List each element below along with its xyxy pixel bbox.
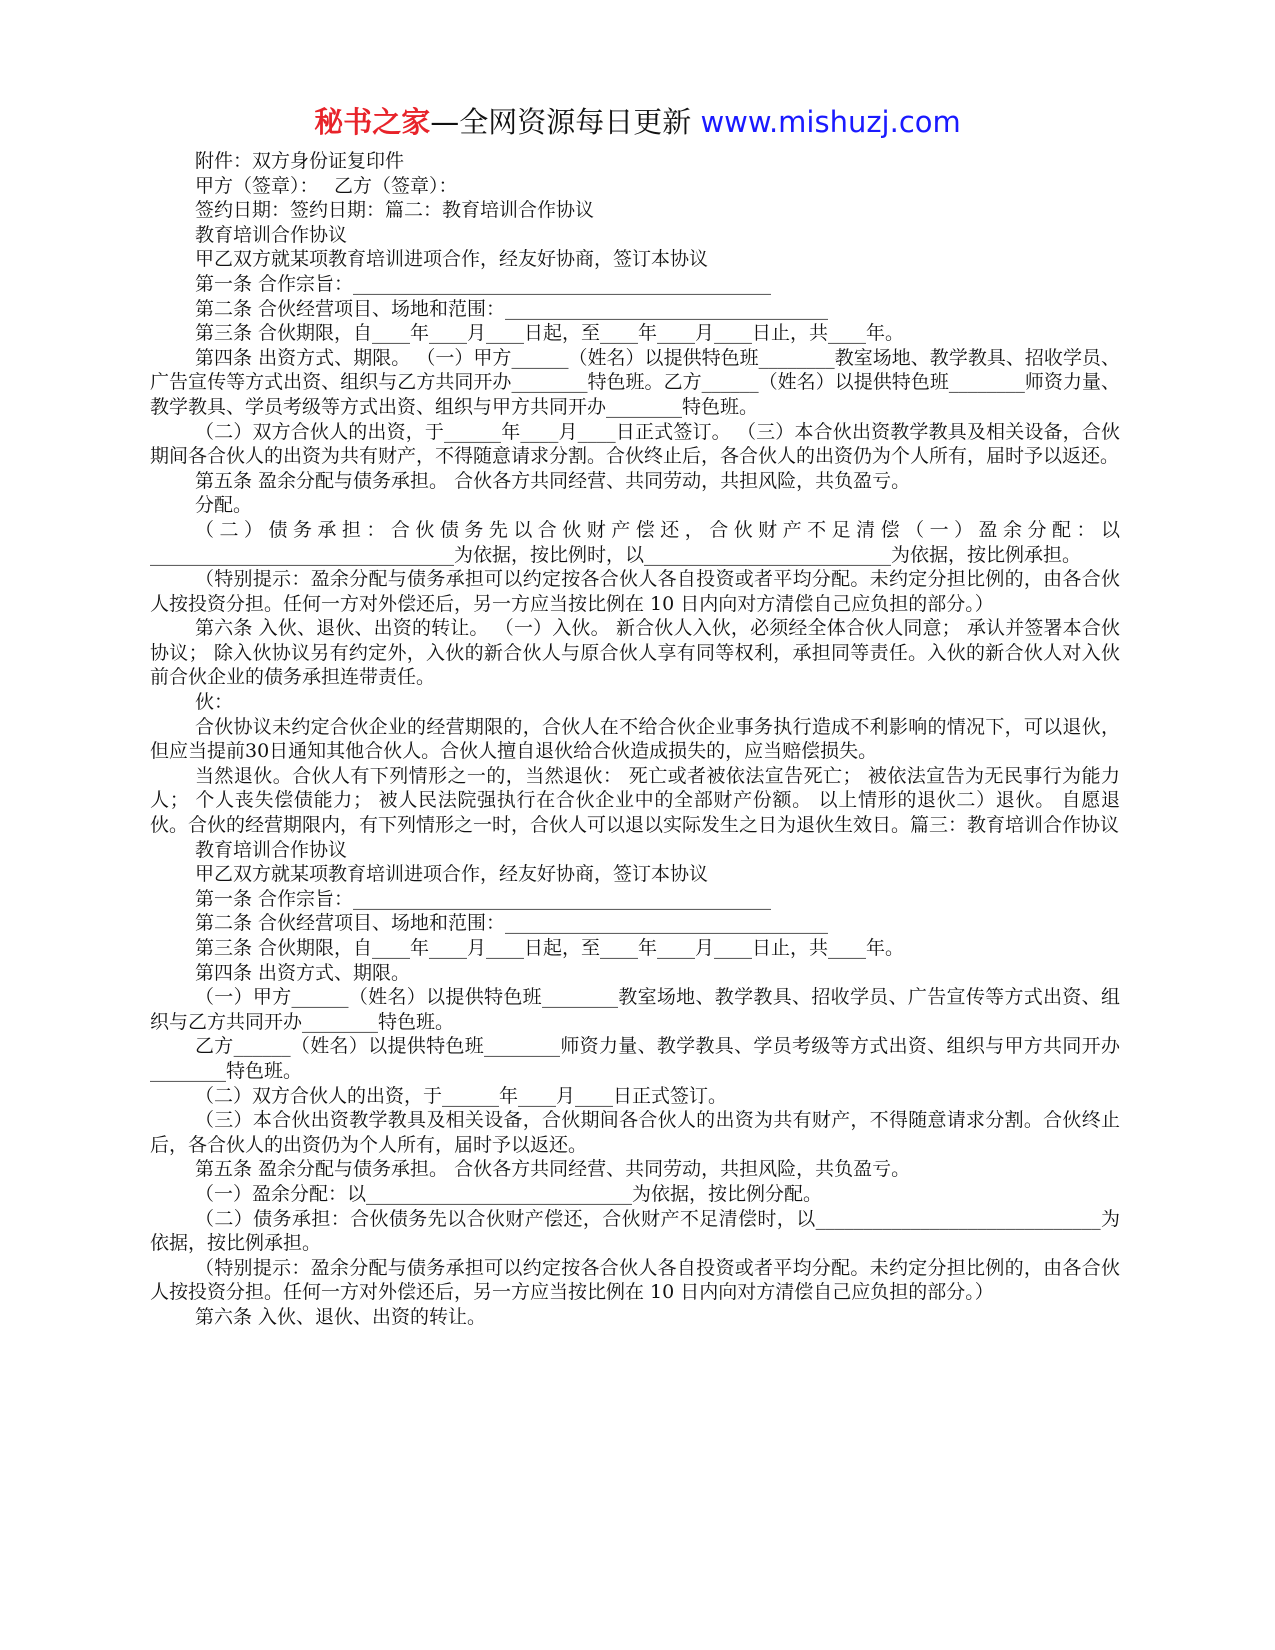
- paragraph: 第一条 合作宗旨：____________________________________________: [195, 272, 772, 295]
- document-body: [150, 149, 1120, 1330]
- paragraph: 第一条 合作宗旨：____________________________________________: [195, 887, 772, 910]
- brand-name: 秘书之家: [314, 105, 431, 139]
- paragraph: 附件：双方身份证复印件: [195, 150, 405, 172]
- paragraph: 当然退伙。合伙人有下列情形之一的，当然退伙： 死亡或者被依法宣告死亡； 被依法宣告为无民事行为能力人； 个人丧失偿债能力； 被人民法院强执行在合伙企业中的全部财产份额。 以上情形的退伙二）退伙。 自愿退伙。合伙的经营期限内，有下列情形之一时，合伙人可以退以实际发生之日为退伙生效日。篇三：教育培训合作协议: [150, 764, 1120, 837]
- site-header: [0, 100, 1275, 144]
- paragraph: 第五条 盈余分配与债务承担。 合伙各方共同经营、共同劳动，共担风险，共负盈亏。: [195, 469, 911, 492]
- paragraph: 教育培训合作协议: [195, 223, 348, 246]
- header-slogan: 全网资源每日更新: [459, 105, 701, 139]
- paragraph: （二）债务承担：合伙债务先以合伙财产偿还，合伙财产不足清偿（一）盈余分配：以________________________________为依据，按比例时，以__________________________为依据，按比例承担。: [150, 518, 1120, 566]
- site-url-link[interactable]: www.mishuzj.com: [700, 105, 961, 139]
- paragraph: （一）盈余分配：以____________________________为依据，按比例分配。: [195, 1182, 823, 1205]
- paragraph: （特别提示：盈余分配与债务承担可以约定按各合伙人各自投资或者平均分配。未约定分担比例的，由各合伙人按投资分担。任何一方对外偿还后，另一方应当按比例在 10 日内向对方清偿自己应负担的部分。）: [150, 1256, 1120, 1304]
- paragraph: 第四条 出资方式、期限。: [195, 961, 411, 984]
- paragraph: 第四条 出资方式、期限。 （一）甲方______（姓名）以提供特色班________教室场地、教学教具、招收学员、广告宣传等方式出资、组织与乙方共同开办________特色班。乙方______（姓名）以提供特色班________师资力量、教学教具、学员考级等方式出资、组织与甲方共同开办________特色班。: [150, 346, 1120, 418]
- paragraph: 第二条 合伙经营项目、场地和范围：__________________________________: [195, 912, 829, 935]
- paragraph: 分配。: [195, 494, 253, 517]
- paragraph: 签约日期：签约日期：篇二：教育培训合作协议: [195, 199, 595, 222]
- paragraph: （一）甲方______（姓名）以提供特色班________教室场地、教学教具、招收学员、广告宣传等方式出资、组织与乙方共同开办________特色班。: [150, 986, 1120, 1033]
- paragraph: （二）债务承担：合伙债务先以合伙财产偿还，合伙财产不足清偿时，以______________________________为依据，按比例承担。: [150, 1207, 1120, 1255]
- paragraph: 甲乙双方就某项教育培训进项合作，经友好协商，签订本协议: [195, 863, 709, 886]
- paragraph: 教育培训合作协议: [195, 838, 348, 861]
- header-dash: —: [430, 105, 460, 139]
- paragraph: 第六条 入伙、退伙、出资的转让。: [195, 1305, 487, 1328]
- paragraph: 乙方______（姓名）以提供特色班________师资力量、教学教具、学员考级等方式出资、组织与甲方共同开办________特色班。: [150, 1035, 1120, 1082]
- paragraph: 第六条 入伙、退伙、出资的转让。 （一）入伙。 新合伙人入伙，必须经全体合伙人同意； 承认并签署本合伙协议； 除入伙协议另有约定外，入伙的新合伙人与原合伙人享有同等权利，承担同等责任。入伙的新合伙人对入伙前合伙企业的债务承担连带责任。: [150, 617, 1120, 689]
- paragraph: 甲乙双方就某项教育培训进项合作，经友好协商，签订本协议: [195, 248, 709, 271]
- paragraph: 甲方（签章）： 乙方（签章）：: [195, 174, 458, 197]
- paragraph: （二）双方合伙人的出资，于______年____月____日正式签订。: [195, 1084, 728, 1107]
- paragraph: （特别提示：盈余分配与债务承担可以约定按各合伙人各自投资或者平均分配。未约定分担比例的，由各合伙人按投资分担。任何一方对外偿还后，另一方应当按比例在 10 日内向对方清偿自己应负担的部分。）: [150, 568, 1120, 615]
- paragraph: 合伙协议未约定合伙企业的经营期限的，合伙人在不给合伙企业事务执行造成不利影响的情况下，可以退伙，但应当提前30日通知其他合伙人。合伙人擅自退伙给合伙造成损失的，应当赔偿损失。: [150, 715, 1120, 763]
- paragraph: 第三条 合伙期限，自____年____月____日起，至____年____月____日止，共____年。: [195, 937, 905, 959]
- paragraph: 第三条 合伙期限，自____年____月____日起，至____年____月____日止，共____年。: [195, 322, 905, 345]
- paragraph: 伙：: [195, 691, 234, 714]
- paragraph: （二）双方合伙人的出资，于______年____月____日正式签订。 （三）本合伙出资教学教具及相关设备，合伙期间各合伙人的出资为共有财产，不得随意请求分割。合伙终止后，各合伙人的出资仍为个人所有，届时予以返还。: [150, 420, 1120, 468]
- paragraph: 第二条 合伙经营项目、场地和范围：__________________________________: [195, 297, 829, 320]
- paragraph: （三）本合伙出资教学教具及相关设备，合伙期间各合伙人的出资为共有财产，不得随意请求分割。合伙终止后，各合伙人的出资仍为个人所有，届时予以返还。: [150, 1109, 1120, 1156]
- paragraph: 第五条 盈余分配与债务承担。 合伙各方共同经营、共同劳动，共担风险，共负盈亏。: [195, 1158, 911, 1181]
